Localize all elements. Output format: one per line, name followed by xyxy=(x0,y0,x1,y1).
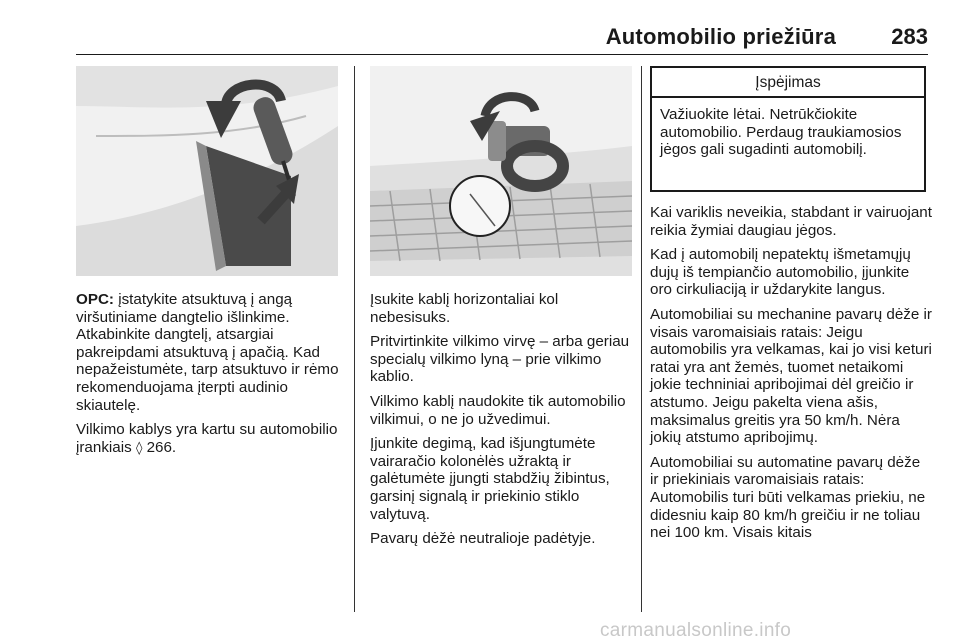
warning-box xyxy=(650,66,926,192)
figure-tow-hook xyxy=(370,66,632,276)
warning-text: Važiuokite lėtai. Netrūkčiokite automobilio. Perdaug traukiamosios jėgos gali sugadinti automobilį. xyxy=(660,106,902,159)
middle-paragraph-5: Pavarų dėžė neutralioje padėtyje. xyxy=(370,530,596,548)
right-paragraph-1: Kai variklis neveikia, stabdant ir vairuojant reikia žymiai daugiau jėgos. xyxy=(650,204,932,239)
tow-hook-location-paragraph xyxy=(76,421,352,457)
page-header xyxy=(76,22,928,55)
page-number: 283 xyxy=(891,24,928,49)
right-paragraph-2: Kad į automobilį nepatektų išmetamųjų dujų iš tempiančio automobilio, įjunkite oro cirkuliaciją ir uždarykite langus. xyxy=(650,246,911,299)
reference-arrow-icon: ◊ xyxy=(135,440,143,456)
middle-paragraph-1: Įsukite kablį horizontaliai kol nebesisuks. xyxy=(370,291,559,326)
opc-instructions: įstatykite atsuktuvą į angą viršutiniame dangtelio išlinkime. Atkabinkite dangtelį, atsargiai pakreipdami atsuktuvą į apačią. Kad nepažeistumėte, tarp atsuktuvo ir rėmo rekomenduojama įterpti audinio skiautelę. xyxy=(76,291,339,414)
warning-title: Įspėjimas xyxy=(652,68,924,98)
middle-paragraph-3: Vilkimo kablį naudokite tik automobilio vilkimui, o ne jo užvedimui. xyxy=(370,392,626,428)
figure-cover-removal xyxy=(76,66,338,276)
column-divider-left xyxy=(354,66,355,612)
tow-hook-location-text: Vilkimo kablys yra kartu su automobilio įrankiais xyxy=(76,421,338,456)
middle-paragraph-4: Įjunkite degimą, kad išjungtumėte vairaračio kolonėlės užraktą ir galėtumėte įjungti stabdžių žibintus, garsinį signalą ir priekinio stiklo valytuvą. xyxy=(370,435,610,523)
middle-column-text xyxy=(370,291,636,555)
right-paragraph-4: Automobiliai su automatine pavarų dėže ir priekiniais varomaisiais ratais: Automobilis turi būti velkamas priekiu, ne didesniu kaip 80 km/h greičiu ir ne toliau nei 100 km. Visais kitais xyxy=(650,453,926,542)
column-divider-right xyxy=(641,66,642,612)
opc-paragraph xyxy=(76,291,352,414)
middle-paragraph-2: Pritvirtinkite vilkimo virvę – arba geriau specialų vilkimo lyną – prie vilkimo kablio. xyxy=(370,333,630,386)
right-column-text xyxy=(650,204,932,549)
section-title: Automobilio priežiūra xyxy=(605,24,836,49)
page-reference-link[interactable]: 266. xyxy=(142,438,177,456)
watermark: carmanualsonline.info xyxy=(600,620,792,641)
left-column-text xyxy=(76,291,352,464)
right-paragraph-3: Automobiliai su mechanine pavarų dėže ir visais varomaisiais ratais: Jeigu automobilis yra velkamas, kai jo visi keturi ratai yra ant žemės, tuomet netaikomi jokie techniniai apribojimai dėl greičio ir atstumo. Jeigu pakelta viena ašis, maksimalus greitis yra 50 km/h. Nėra jokių atstumo apribojimų. xyxy=(650,305,932,447)
opc-label: OPC: xyxy=(76,291,114,308)
